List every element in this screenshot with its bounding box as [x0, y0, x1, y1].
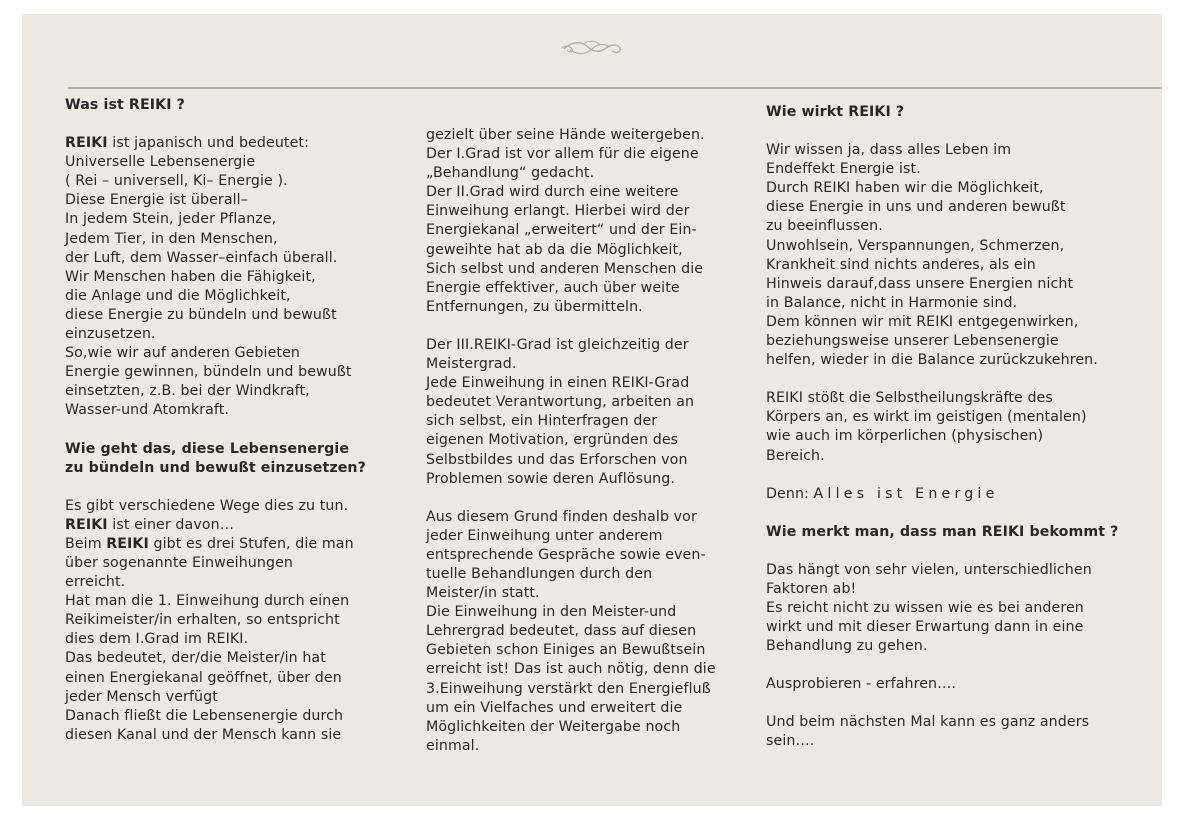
text-line: Gebieten schon Einiges an Bewußtsein	[426, 642, 706, 659]
text-line: jeder Einweihung unter anderem	[426, 527, 663, 544]
text-line: einsetzten, z.B. bei der Windkraft,	[65, 383, 310, 400]
text-line: Dem können wir mit REIKI entgegenwirken,	[766, 313, 1079, 330]
text-line: Lehrergrad bedeutet, dass auf diesen	[426, 623, 697, 640]
text-line: diese Energie in uns und anderen bewußt	[766, 199, 1066, 216]
header-divider	[68, 87, 1162, 89]
motto-label: Denn:	[766, 485, 814, 502]
text-line: gezielt über seine Hände weitergeben.	[426, 127, 705, 143]
text-line: Meistergrad.	[426, 356, 517, 373]
text-line: Und beim nächsten Mal kann es ganz anders	[766, 714, 1090, 731]
text-line: Bereich.	[766, 447, 825, 464]
text-line: jeder Mensch verfügt	[65, 688, 218, 705]
text-line: Körpers an, es wirkt im geistigen (mentalen)	[766, 409, 1087, 426]
text-line: tuelle Behandlungen durch den	[426, 565, 653, 582]
text-line: Die Einweihung in den Meister-und	[426, 604, 677, 621]
text-line: Durch REIKI haben wir die Möglichkeit,	[766, 180, 1044, 197]
heading-wie-wirkt-reiki: Wie wirkt REIKI ?	[766, 104, 905, 120]
heading-was-ist-reiki: Was ist REIKI ?	[65, 97, 185, 113]
bold-term: REIKI	[65, 516, 108, 533]
text-line: diese Energie zu bündeln und bewußt	[65, 306, 337, 323]
text-line: In jedem Stein, jeder Pflanze,	[65, 211, 277, 228]
text-line: einen Energiekanal geöffnet, über den	[65, 669, 342, 686]
text-line: geweihte hat ab da die Möglichkeit,	[426, 241, 683, 258]
text-line: Wir Menschen haben die Fähigkeit,	[65, 268, 316, 285]
heading-wie-geht-das-line2: zu bündeln und bewußt einzusetzen?	[65, 459, 366, 476]
column-right	[766, 103, 1146, 752]
text-line: „Behandlung“ gedacht.	[426, 165, 595, 182]
text-line: erreicht ist! Das ist auch nötig, denn die	[426, 661, 716, 678]
text-line: Faktoren ab!	[766, 580, 857, 597]
text-line: um ein Vielfaches und erweitert die	[426, 699, 683, 716]
text-line: Wasser-und Atomkraft.	[65, 402, 230, 419]
text-line: Energie gewinnen, bündeln und bewußt	[65, 364, 352, 381]
text-line: Problemen sowie deren Auflösung.	[426, 470, 675, 487]
text-line: erreicht.	[65, 574, 126, 591]
text-line: Es gibt verschiedene Wege dies zu tun.	[65, 497, 349, 514]
text-line: REIKI ist japanisch und bedeutet:	[65, 135, 309, 152]
text-line: Endeffekt Energie ist.	[766, 161, 921, 178]
text-line: Energiekanal „erweitert“ und der Ein-	[426, 222, 697, 239]
text-line: REIKI ist einer davon…	[65, 516, 234, 533]
text-line: Beim REIKI gibt es drei Stufen, die man	[65, 535, 354, 552]
column-left	[65, 96, 395, 745]
bold-term: REIKI	[65, 135, 108, 152]
text-line: Meister/in statt.	[426, 585, 540, 602]
text-line: Wir wissen ja, dass alles Leben im	[766, 142, 1012, 159]
text-line: wie auch im körperlichen (physischen)	[766, 428, 1044, 445]
text-line: Sich selbst und anderen Menschen die	[426, 260, 704, 277]
text-line: die Anlage und die Möglichkeit,	[65, 287, 291, 304]
text-line: Möglichkeiten der Weitergabe noch	[426, 718, 681, 735]
text-line: in Balance, nicht in Harmonie sind.	[766, 294, 1018, 311]
text-line: Es reicht nicht zu wissen wie es bei anderen	[766, 599, 1084, 616]
text-line: Universelle Lebensenergie	[65, 154, 256, 171]
text-line: Jedem Tier, in den Menschen,	[65, 230, 278, 247]
text-line: helfen, wieder in die Balance zurückzukehren.	[766, 352, 1098, 369]
text-line: dies dem I.Grad im REIKI.	[65, 631, 249, 648]
document-page	[22, 14, 1162, 806]
motto-text: Alles ist Energie	[813, 485, 999, 502]
text-line: REIKI stößt die Selbstheilungskräfte des	[766, 390, 1053, 407]
text-line: beziehungsweise unserer Lebensenergie	[766, 333, 1059, 350]
text-line: Hat man die 1. Einweihung durch einen	[65, 593, 350, 610]
text-line: Diese Energie ist überall–	[65, 192, 248, 209]
text-line: Einweihung erlangt. Hierbei wird der	[426, 203, 690, 220]
text-line: 3.Einweihung verstärkt den Energiefluß	[426, 680, 711, 697]
heading-wie-geht-das: Wie geht das, diese Lebensenergie	[65, 440, 350, 457]
text-line: Der I.Grad ist vor allem für die eigene	[426, 146, 699, 163]
text-line: Entfernungen, zu übermitteln.	[426, 298, 643, 315]
text-line: Der III.REIKI-Grad ist gleichzeitig der	[426, 336, 689, 353]
text-line: Krankheit sind nichts anderes, als ein	[766, 256, 1036, 273]
text-line: Unwohlsein, Verspannungen, Schmerzen,	[766, 237, 1065, 254]
column-middle	[426, 126, 756, 756]
text-line: Jede Einweihung in einen REIKI-Grad	[426, 375, 690, 392]
bold-term: REIKI	[106, 535, 149, 552]
text-line: Das hängt von sehr vielen, unterschiedlichen	[766, 561, 1092, 578]
text-line: zu beeinflussen.	[766, 218, 883, 235]
text-line: So,wie wir auf anderen Gebieten	[65, 345, 301, 362]
text-line: Der II.Grad wird durch eine weitere	[426, 184, 679, 201]
text-line: entsprechende Gespräche sowie even-	[426, 546, 706, 563]
text-line: Selbstbildes und das Erforschen von	[426, 451, 688, 468]
flourish-ornament-icon	[560, 38, 624, 58]
text-line: Aus diesem Grund finden deshalb vor	[426, 508, 697, 525]
text-line: einzusetzen.	[65, 326, 156, 343]
text-line: ( Rei – universell, Ki– Energie ).	[65, 173, 288, 190]
text-line: diesen Kanal und der Mensch kann sie	[65, 726, 342, 743]
heading-wie-merkt-man: Wie merkt man, dass man REIKI bekommt ?	[766, 523, 1119, 540]
text-line: Behandlung zu gehen.	[766, 638, 928, 655]
text-line: sich selbst, ein Hinterfragen der	[426, 413, 658, 430]
text-line: eigenen Motivation, ergründen des	[426, 432, 679, 449]
motto-line	[766, 485, 1146, 504]
text-line: einmal.	[426, 737, 480, 754]
text-line: Danach fließt die Lebensenergie durch	[65, 707, 344, 724]
text-line: Ausprobieren - erfahren….	[766, 676, 957, 693]
text-line: bedeutet Verantwortung, arbeiten an	[426, 394, 695, 411]
text-line: Hinweis darauf,dass unsere Energien nicht	[766, 275, 1074, 292]
text-line: sein….	[766, 733, 815, 750]
text-line: Das bedeutet, der/die Meister/in hat	[65, 650, 326, 667]
text-line: wirkt und mit dieser Erwartung dann in eine	[766, 619, 1084, 636]
text-line: Reikimeister/in erhalten, so entspricht	[65, 612, 340, 629]
text-line: über sogenannte Einweihungen	[65, 554, 294, 571]
text-line: der Luft, dem Wasser–einfach überall.	[65, 249, 338, 266]
text-line: Energie effektiver, auch über weite	[426, 279, 680, 296]
